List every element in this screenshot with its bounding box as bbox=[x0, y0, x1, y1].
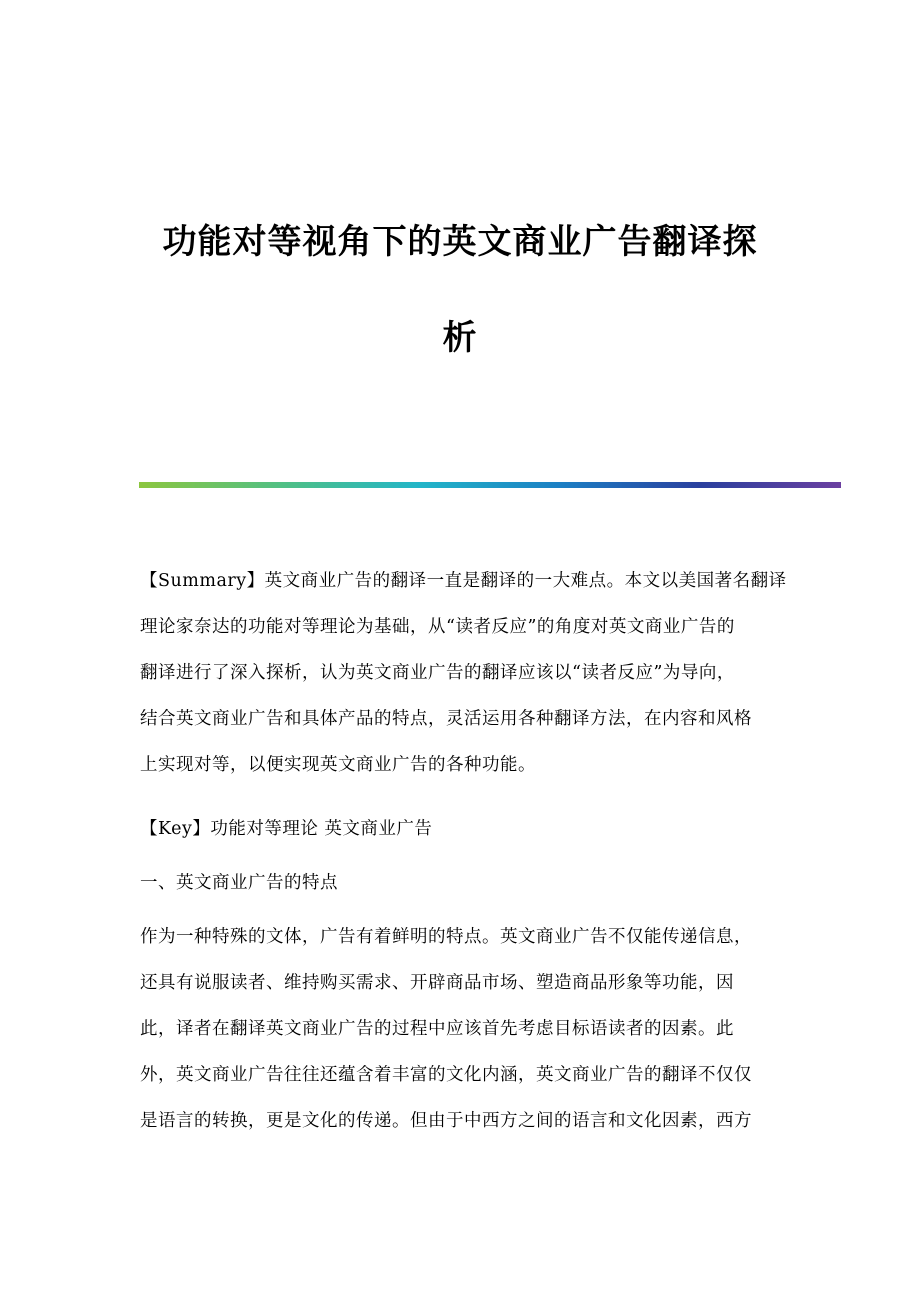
document-title-line-2: 析 bbox=[442, 318, 478, 358]
summary-paragraph bbox=[140, 558, 787, 788]
keywords-line: 【Key】功能对等理论 英文商业广告 bbox=[140, 819, 433, 839]
body-line: 外，英文商业广告往往还蕴含着丰富的文化内涵，英文商业广告的翻译不仅仅 bbox=[140, 1065, 752, 1085]
summary-line: 【Summary】英文商业广告的翻译一直是翻译的一大难点。本文以美国著名翻译 bbox=[140, 571, 787, 591]
body-line: 是语言的转换，更是文化的传递。但由于中西方之间的语言和文化因素，西方 bbox=[140, 1111, 752, 1131]
summary-line: 结合英文商业广告和具体产品的特点，灵活运用各种翻译方法，在内容和风格 bbox=[140, 709, 752, 729]
document-title-line-1: 功能对等视角下的英文商业广告翻译探 bbox=[162, 222, 758, 262]
gradient-divider bbox=[139, 482, 841, 488]
section-heading: 一、英文商业广告的特点 bbox=[140, 873, 338, 893]
summary-line: 上实现对等，以便实现英文商业广告的各种功能。 bbox=[140, 755, 536, 775]
body-paragraph bbox=[140, 914, 780, 1144]
body-line: 此，译者在翻译英文商业广告的过程中应该首先考虑目标语读者的因素。此 bbox=[140, 1019, 734, 1039]
body-line: 还具有说服读者、维持购买需求、开辟商品市场、塑造商品形象等功能，因 bbox=[140, 973, 734, 993]
body-line: 作为一种特殊的文体，广告有着鲜明的特点。英文商业广告不仅能传递信息， bbox=[140, 927, 752, 947]
summary-line: 理论家奈达的功能对等理论为基础，从“读者反应”的角度对英文商业广告的 bbox=[140, 617, 735, 637]
summary-line: 翻译进行了深入探析，认为英文商业广告的翻译应该以“读者反应”为导向， bbox=[140, 663, 735, 683]
